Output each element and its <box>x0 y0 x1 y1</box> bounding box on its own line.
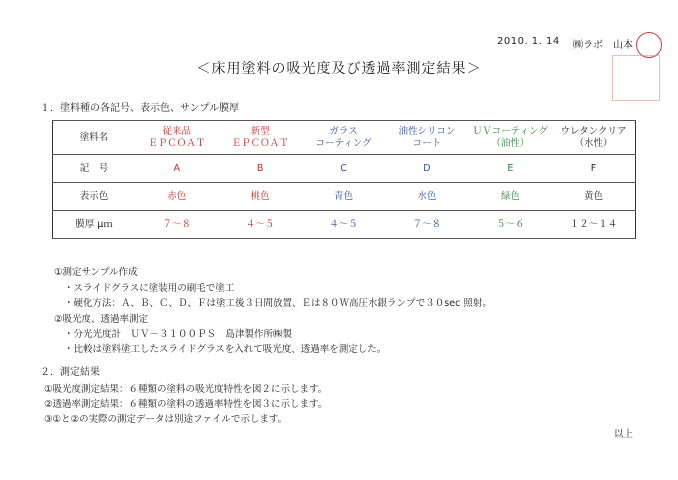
result-transmittance: ②透過率測定結果：６種類の塗料の透過率特性を図３に示します。 <box>44 399 328 410</box>
table-cell-symbol-a: A <box>135 155 218 183</box>
table-cell-name-a: 従来品 ＥＰＣＯＡＴ <box>135 121 218 155</box>
row-header-symbol: 記 号 <box>53 155 136 183</box>
table-cell-color-c: 青色 <box>302 183 385 211</box>
note2-item-a: ・分光光度計 ＵＶ－３１００ＰＳ 島津製作所㈱製 <box>64 329 293 340</box>
table-cell-thickness-f: １２～１４ <box>552 211 635 239</box>
table-cell-color-d: 水色 <box>385 183 468 211</box>
closing-mark: 以上 <box>614 429 634 440</box>
paint-spec-table <box>52 120 636 239</box>
document-date: 2010. 1. 14 <box>497 36 560 47</box>
table-cell-symbol-b: B <box>218 155 301 183</box>
table-cell-symbol-f: F <box>552 155 635 183</box>
table-cell-symbol-e: E <box>469 155 552 183</box>
table-cell-symbol-c: C <box>302 155 385 183</box>
table-cell-name-d: 油性シリコン コート <box>385 121 468 155</box>
table-cell-thickness-c: ４～５ <box>302 211 385 239</box>
section2-heading: ２．測定結果 <box>40 367 100 378</box>
table-cell-name-f: ウレタンクリア （水性） <box>552 121 635 155</box>
table-cell-thickness-a: ７～８ <box>135 211 218 239</box>
author-signature: ㈱ラボ 山本 <box>573 40 633 51</box>
note2-heading: ②吸光度、透過率測定 <box>54 314 149 325</box>
note1-item-b: ・硬化方法：Ａ、Ｂ、Ｃ、Ｄ、Ｆは塗工後３日間放置、Ｅは８０Ｗ高圧水銀ランプで３０sec 照射。 <box>64 298 492 309</box>
table-cell-color-f: 黄色 <box>552 183 635 211</box>
table-row-thickness <box>53 211 636 239</box>
table-cell-color-e: 緑色 <box>469 183 552 211</box>
page-title: ＜床用塗料の吸光度及び透過率測定結果＞ <box>196 61 482 77</box>
table-cell-color-b: 桃色 <box>218 183 301 211</box>
result-data-note: ③①と②の実際の測定データは別途ファイルで示します。 <box>44 414 288 425</box>
table-cell-thickness-e: ５～６ <box>469 211 552 239</box>
row-header-thickness: 膜厚 μｍ <box>53 211 136 239</box>
result-absorbance: ①吸光度測定結果：６種類の塗料の吸光度特性を図２に示します。 <box>44 384 328 395</box>
row-header-display-color: 表示色 <box>53 183 136 211</box>
row-header-paint-name: 塗料名 <box>53 121 136 155</box>
table-row-paint-name <box>53 121 636 155</box>
table-cell-name-b: 新型 ＥＰＣＯＡＴ <box>218 121 301 155</box>
note1-heading: ①測定サンプル作成 <box>54 267 138 278</box>
table-cell-name-e: ＵＶコーティング （油性） <box>469 121 552 155</box>
note2-item-b: ・比較は塗料塗工したスライドグラスを入れて吸光度、透過率を測定した。 <box>64 344 387 355</box>
table-cell-thickness-b: ４～５ <box>218 211 301 239</box>
table-cell-color-a: 赤色 <box>135 183 218 211</box>
table-cell-thickness-d: ７～８ <box>385 211 468 239</box>
table-cell-symbol-d: D <box>385 155 468 183</box>
table-cell-name-c: ガラス コーティング <box>302 121 385 155</box>
section1-heading: １．塗料種の各記号、表示色、サンプル膜厚 <box>40 103 240 114</box>
table-row-display-color <box>53 183 636 211</box>
note1-item-a: ・スライドグラスに塗装用の刷毛で塗工 <box>64 283 235 294</box>
table-row-symbol <box>53 155 636 183</box>
